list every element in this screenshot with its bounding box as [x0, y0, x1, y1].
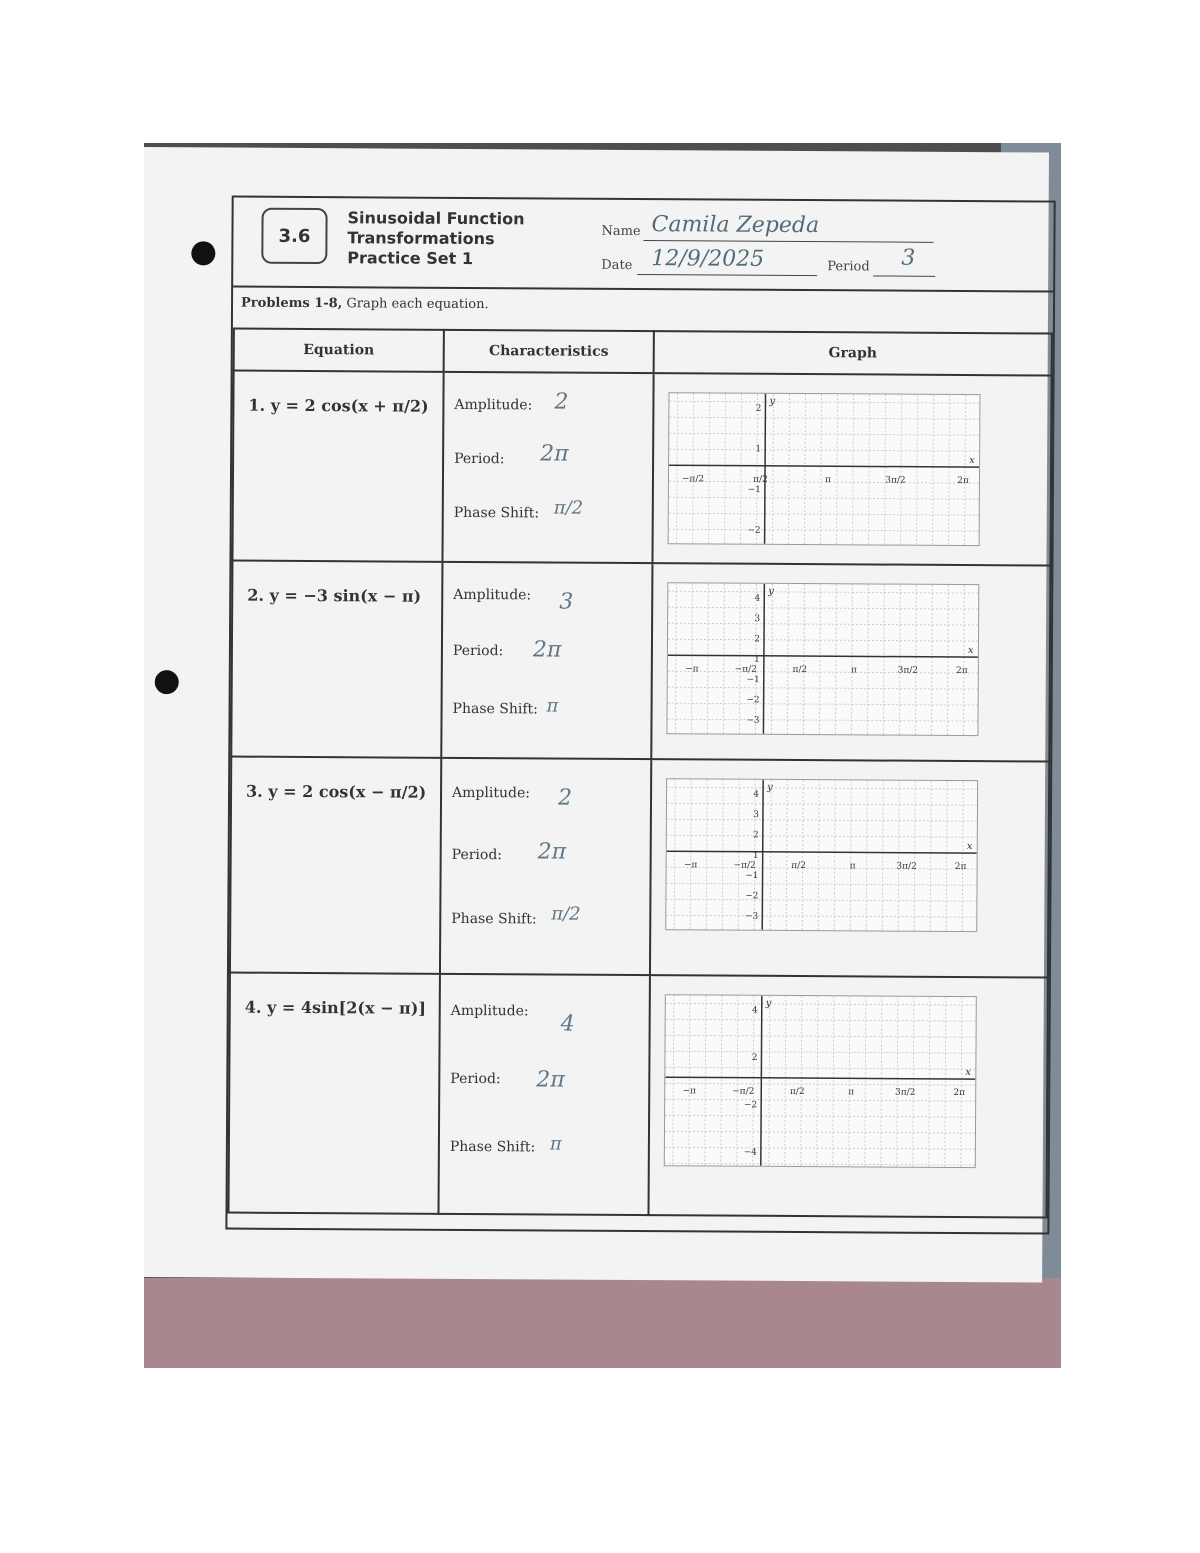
phase-shift-answer: π/2 [551, 903, 581, 925]
x-tick-label: π [848, 1087, 855, 1098]
x-tick-label: 3π/2 [895, 1087, 916, 1098]
y-axis-label: y [769, 395, 776, 407]
y-tick-label: 3 [754, 614, 761, 625]
y-tick-label: 4 [751, 1005, 758, 1016]
date-line [637, 274, 817, 276]
x-axis-label: x [965, 1067, 972, 1079]
x-tick-label: 2π [955, 665, 968, 677]
y-tick-label: 1 [755, 444, 762, 455]
y-axis-label: y [767, 781, 773, 793]
amplitude-label: Amplitude: [453, 586, 532, 604]
y-tick-label: −3 [746, 715, 760, 726]
graph-1 [668, 392, 981, 546]
x-tick-label: π/2 [791, 860, 806, 872]
photo-background [144, 143, 1061, 1368]
x-tick-label: −π/2 [734, 664, 757, 675]
x-axis [667, 851, 977, 853]
y-tick-label: −2 [743, 1100, 758, 1111]
phase-shift-label: Phase Shift: [453, 504, 540, 522]
amplitude-answer: 2 [554, 389, 569, 415]
x-tick-label: 2π [957, 475, 969, 487]
period-answer: 2π [536, 1067, 565, 1093]
x-tick-label: 2π [954, 861, 967, 873]
equation: 2. y = −3 sin(x − π) [247, 585, 422, 606]
x-tick-label: π/2 [753, 474, 768, 485]
y-axis-label: y [765, 997, 772, 1009]
x-tick-label: π [849, 861, 856, 872]
y-tick-label: −2 [747, 525, 761, 536]
y-tick-label: 1 [754, 654, 760, 665]
phase-shift-answer: π [546, 695, 559, 717]
x-tick-label: −π/2 [733, 860, 756, 871]
x-tick-label: 3π/2 [896, 861, 917, 872]
graph-header: Graph [654, 331, 1052, 375]
x-tick-label: π/2 [792, 664, 808, 676]
y-tick-label: −1 [746, 675, 760, 686]
period-label: Period: [454, 450, 505, 468]
x-tick-label: −π/2 [732, 1086, 755, 1097]
y-tick-label: 4 [754, 593, 761, 604]
x-tick-label: 3π/2 [885, 475, 906, 486]
equation: 1. y = 2 cos(x + π/2) [248, 395, 429, 416]
date-value: 12/9/2025 [651, 246, 765, 272]
y-axis-label: y [768, 585, 774, 597]
y-axis [761, 996, 762, 1166]
phase-shift-label: Phase Shift: [452, 700, 538, 718]
x-tick-label: π/2 [789, 1086, 805, 1098]
x-axis [669, 465, 979, 467]
x-axis-label: x [967, 645, 974, 657]
y-tick-label: 4 [753, 789, 760, 800]
problem-row [231, 561, 1050, 762]
x-tick-label: 2π [953, 1087, 966, 1099]
equation: 4. y = 4sin[2(x − π)] [244, 997, 426, 1018]
y-tick-label: 2 [754, 634, 761, 645]
y-tick-label: −3 [744, 911, 759, 922]
x-axis [668, 655, 978, 657]
y-axis [765, 394, 766, 544]
y-tick-label: −1 [745, 871, 759, 882]
amplitude-answer: 2 [557, 785, 573, 811]
period-answer: 2π [540, 441, 569, 467]
instructions: Problems 1-8, Graph each equation. [241, 295, 489, 313]
y-tick-label: −1 [747, 485, 761, 496]
x-tick-label: π [850, 665, 857, 676]
y-tick-label: 2 [753, 830, 759, 841]
characteristics-header: Characteristics [444, 330, 654, 373]
x-tick-label: −π [683, 860, 698, 871]
lesson-number: 3.6 [261, 208, 327, 264]
period-label: Period: [452, 642, 504, 660]
y-tick-label: −2 [746, 695, 760, 706]
name-value: Camila Zepeda [651, 212, 820, 239]
x-tick-label: −π [682, 1086, 697, 1097]
name-label: Name [601, 223, 641, 240]
problem-row [232, 371, 1051, 566]
amplitude-label: Amplitude: [454, 396, 533, 414]
date-label: Date [601, 257, 633, 273]
punch-hole [155, 670, 179, 694]
problems-table [227, 328, 1052, 1219]
y-tick-label: 3 [753, 810, 759, 821]
y-tick-label: 2 [751, 1053, 758, 1064]
y-tick-label: −2 [745, 891, 759, 902]
graph-2 [666, 582, 979, 736]
problem-row [230, 757, 1049, 978]
phase-shift-answer: π [549, 1133, 562, 1155]
phase-shift-label: Phase Shift: [451, 910, 537, 928]
x-tick-label: 3π/2 [897, 665, 919, 676]
x-tick-label: π [824, 475, 831, 486]
name-line [643, 240, 933, 243]
period-answer: 2π [537, 839, 567, 865]
worksheet-title: Sinusoidal Function Transformations Practice Set 1 [347, 208, 525, 269]
period-line [873, 275, 935, 276]
period-label: Period: [451, 846, 503, 864]
y-axis [762, 780, 763, 930]
period-value: 3 [901, 245, 916, 271]
phase-shift-label: Phase Shift: [449, 1138, 536, 1156]
fabric-bottom [144, 1278, 1061, 1368]
x-axis-label: x [966, 841, 973, 853]
graph-4 [664, 994, 977, 1168]
worksheet-frame [225, 196, 1055, 1235]
period-label: Period: [450, 1070, 501, 1088]
y-axis [763, 584, 764, 734]
header-divider [233, 286, 1053, 293]
amplitude-label: Amplitude: [450, 1002, 529, 1020]
x-tick-label: −π/2 [681, 474, 705, 485]
y-tick-label: 1 [752, 850, 759, 861]
y-tick-label: −4 [743, 1147, 757, 1158]
phase-shift-answer: π/2 [553, 497, 584, 519]
equation-header: Equation [234, 329, 444, 372]
worksheet-paper [144, 147, 1049, 1283]
x-tick-label: −π [685, 664, 699, 675]
period-label: Period [827, 259, 870, 275]
graph-3 [665, 778, 978, 932]
punch-hole [191, 241, 215, 265]
equation: 3. y = 2 cos(x − π/2) [246, 781, 427, 802]
x-axis-label: x [969, 455, 975, 467]
problem-row [228, 973, 1047, 1218]
amplitude-answer: 4 [560, 1011, 575, 1037]
period-answer: 2π [532, 637, 562, 663]
amplitude-answer: 3 [559, 589, 574, 615]
x-axis [665, 1077, 975, 1079]
y-tick-label: 2 [755, 403, 762, 414]
amplitude-label: Amplitude: [452, 784, 531, 802]
